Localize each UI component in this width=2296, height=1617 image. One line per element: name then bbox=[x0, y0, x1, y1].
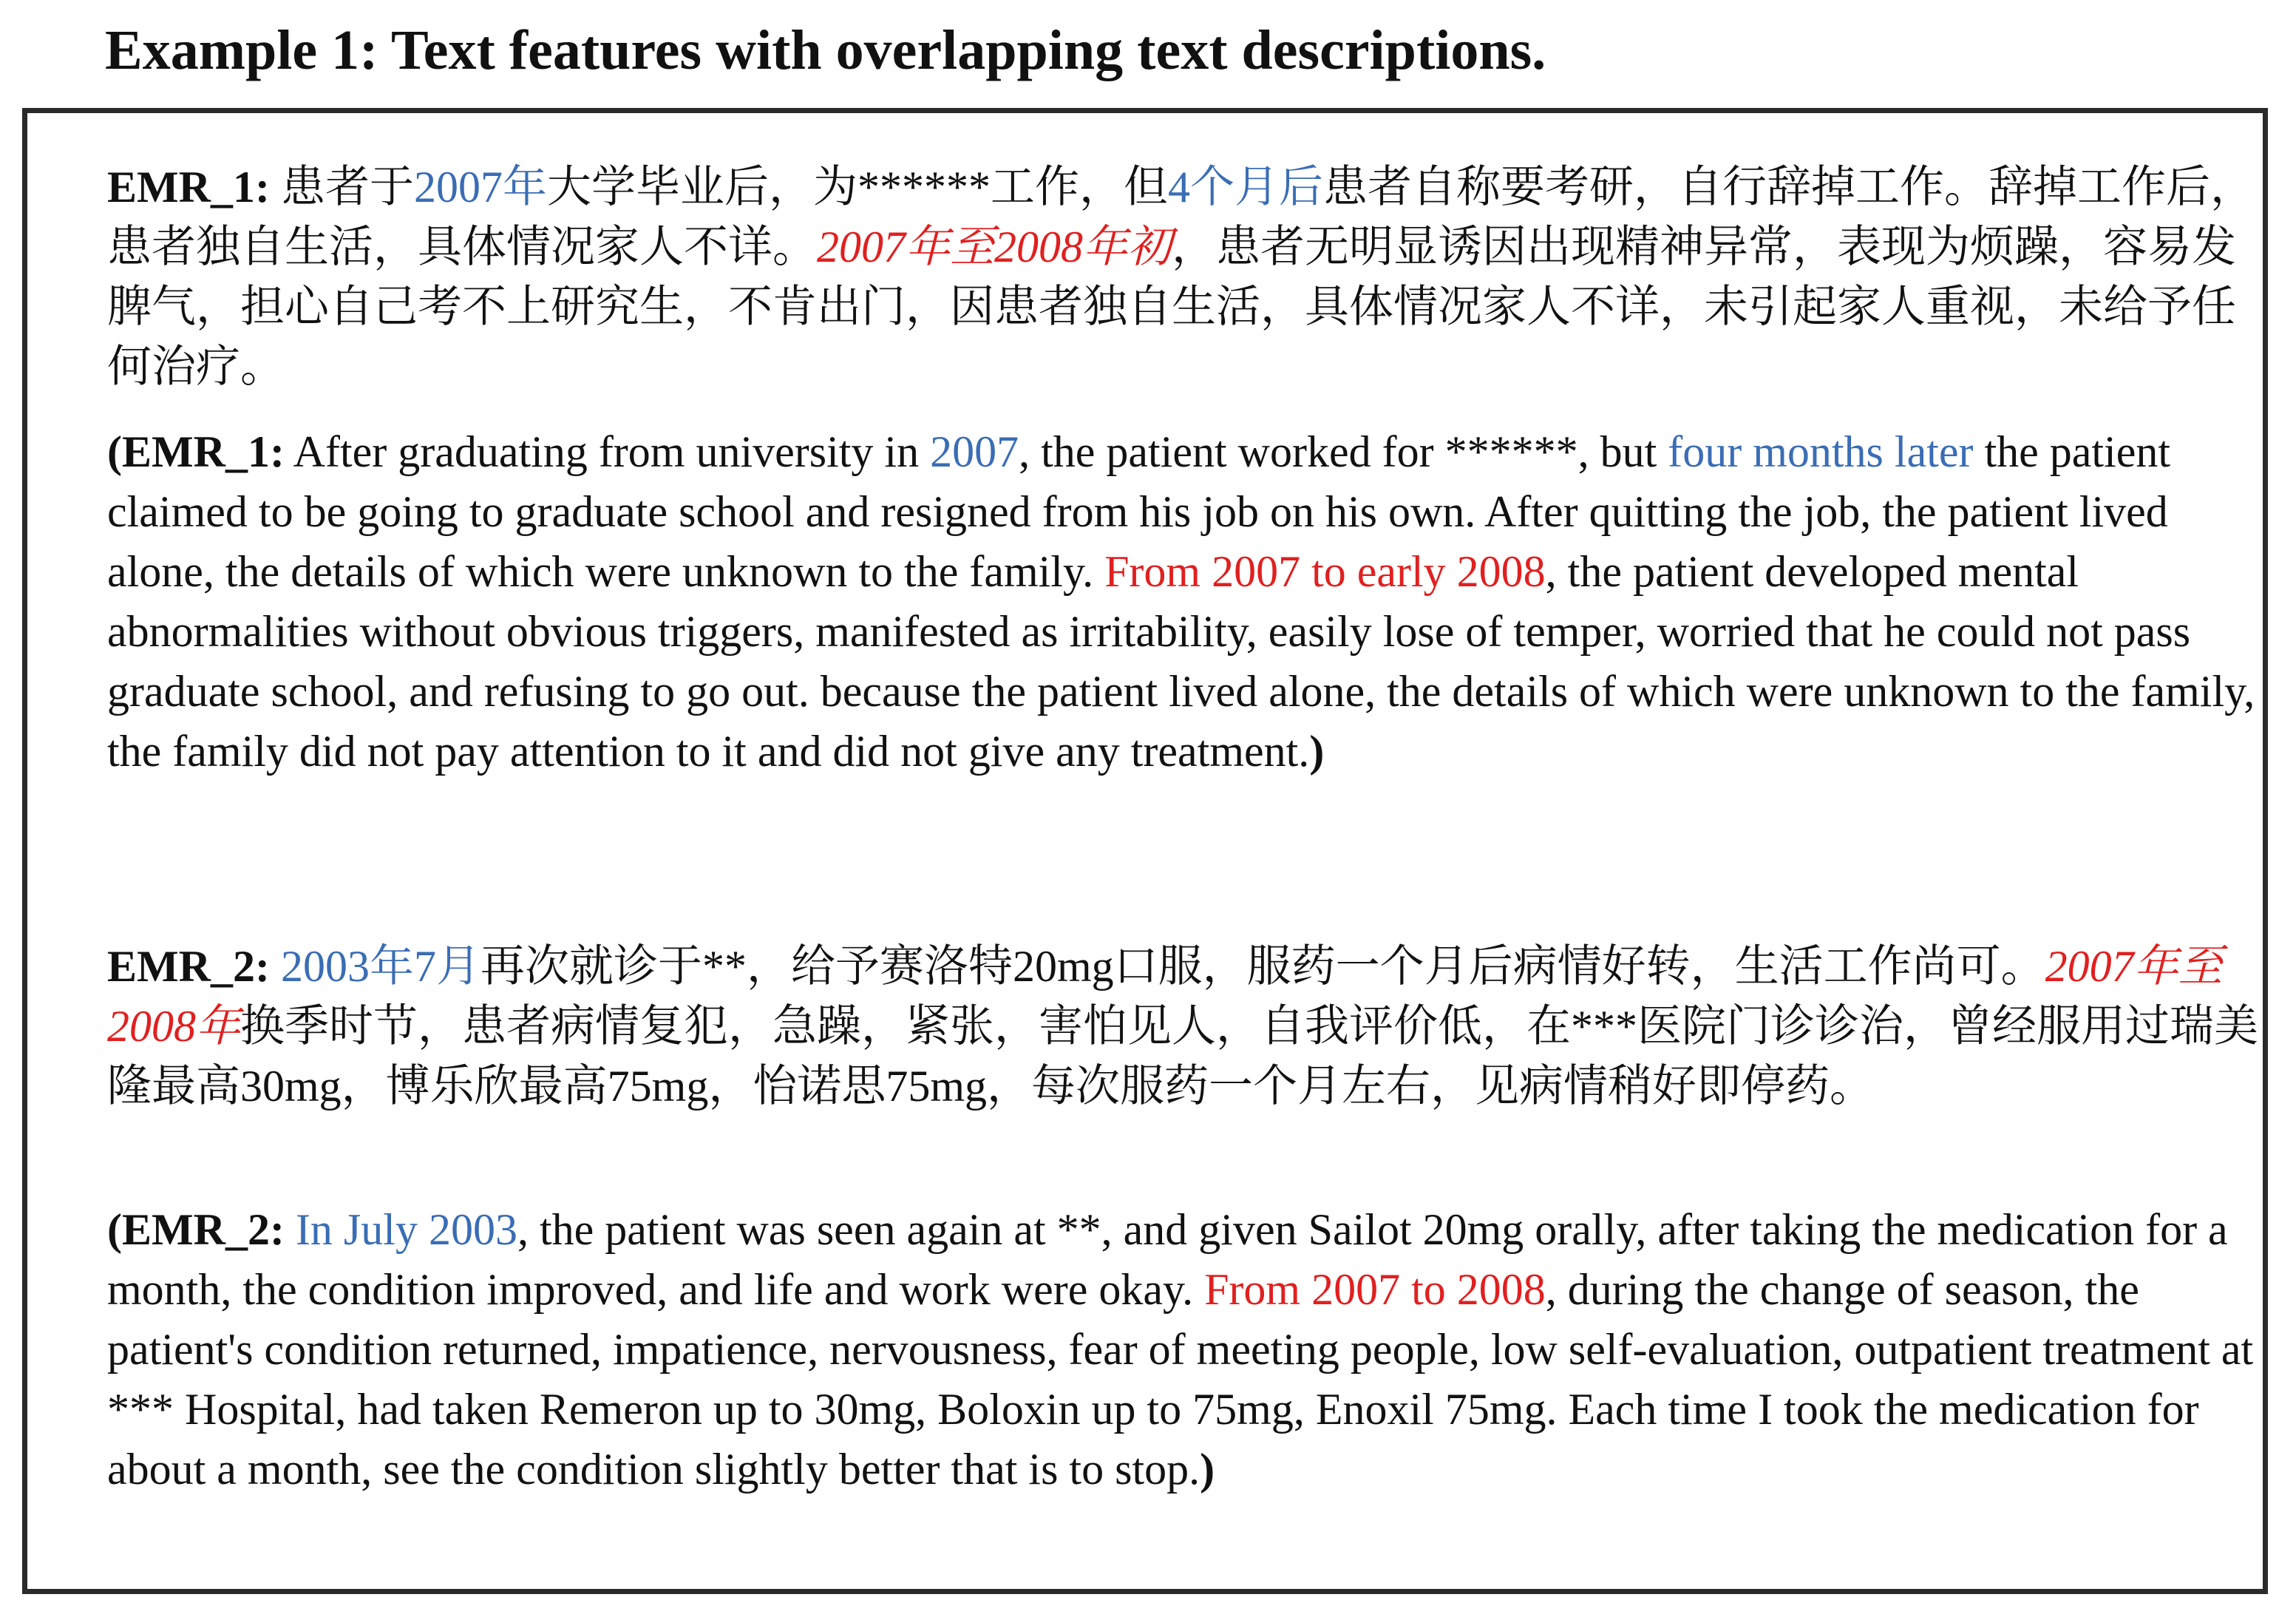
emr1-en-highlight-year: 2007 bbox=[930, 427, 1019, 476]
emr1-cn-text-1: 患者于 bbox=[269, 163, 414, 211]
emr1-cn-text-3: 患者自称要考研，自行辞掉工作。辞掉工作后，患者独自生活，具体情况家人不详。 bbox=[107, 163, 2255, 271]
emr1-en-label: (EMR_1: bbox=[107, 427, 285, 476]
emr2-en-text-1: , the patient was seen again at **, and given Sailot 20mg orally, after taking the medication for a month, the condition improved, and life and work were okay. bbox=[107, 1205, 2228, 1314]
emr2-cn-text-2: 换季时节，患者病情复犯，急躁，紧张，害怕见人，自我评价低，在***医院门诊诊治，曾经服用过瑞美隆最高30mg，博乐欣最高75mg，怡诺思75mg，每次服药一个月左右，见病情稍好即停药。 bbox=[107, 1002, 2258, 1111]
emr1-cn-highlight-period: 2007年至2008年初 bbox=[817, 223, 1172, 271]
emr2-en-label: (EMR_2: bbox=[107, 1205, 285, 1254]
emr2-label: EMR_2: bbox=[107, 942, 270, 991]
emr1-en-text-2: , the patient worked for ******, but bbox=[1019, 427, 1668, 476]
emr2-en-highlight-date: In July 2003 bbox=[284, 1205, 517, 1254]
emr1-en-text-4: , the patient developed mental abnormalities without obvious triggers, manifested as irritability, easily lose of temper, worried that he could not pass graduate school, and refusing to go out. because the patient lived alone, the details of which were unknown to the family, the family did not pay attention to it and did not give any treatment. bbox=[107, 547, 2255, 776]
emr1-chinese-paragraph bbox=[107, 157, 2266, 397]
emr1-label: EMR_1: bbox=[107, 163, 270, 211]
emr1-en-highlight-period: From 2007 to early 2008 bbox=[1104, 547, 1546, 596]
emr2-chinese-paragraph bbox=[107, 937, 2266, 1116]
emr2-cn-highlight-date: 2003年7月 bbox=[269, 942, 480, 991]
emr2-en-close: ) bbox=[1200, 1445, 1215, 1494]
emr2-en-text-2: , during the change of season, the patient's condition returned, impatience, nervousness, fear of meeting people, low self-evaluation, outpatient treatment at *** Hospital, had taken Remeron up to 30mg, Boloxin up to 75mg, Enoxil 75mg. Each time I took the medication for about a month, see the condition slightly better that is to stop. bbox=[107, 1265, 2254, 1494]
emr1-cn-text-2: 大学毕业后，为******工作，但 bbox=[546, 163, 1168, 211]
emr1-cn-highlight-year: 2007年 bbox=[413, 163, 547, 211]
emr1-en-close: ) bbox=[1309, 727, 1325, 776]
emr2-english-paragraph bbox=[107, 1200, 2266, 1499]
emr1-en-text-3: the patient claimed to be going to graduate school and resigned from his job on his own. After quitting the job, the patient lived alone, the details of which were unknown to the family. bbox=[107, 427, 2171, 596]
emr1-english-paragraph bbox=[107, 422, 2266, 782]
emr2-cn-text-1: 再次就诊于**，给予赛洛特20mg口服，服药一个月后病情好转，生活工作尚可。 bbox=[480, 942, 2045, 991]
emr2-en-highlight-period: From 2007 to 2008 bbox=[1204, 1265, 1546, 1314]
emr1-cn-highlight-months: 4个月后 bbox=[1167, 163, 1323, 211]
emr1-en-highlight-months: four months later bbox=[1668, 427, 1974, 476]
emr1-en-text-1: After graduating from university in bbox=[284, 427, 931, 476]
emr2-cn-highlight-period: 2007年至2008年 bbox=[107, 942, 2223, 1051]
example-box bbox=[22, 108, 2268, 1594]
emr1-cn-text-4: ，患者无明显诱因出现精神异常，表现为烦躁，容易发脾气，担心自己考不上研究生，不肯出门，因患者独自生活，具体情况家人不详，未引起家人重视，未给予任何治疗。 bbox=[107, 223, 2236, 391]
figure-title: Example 1: Text features with overlapping text descriptions. bbox=[105, 19, 1546, 81]
